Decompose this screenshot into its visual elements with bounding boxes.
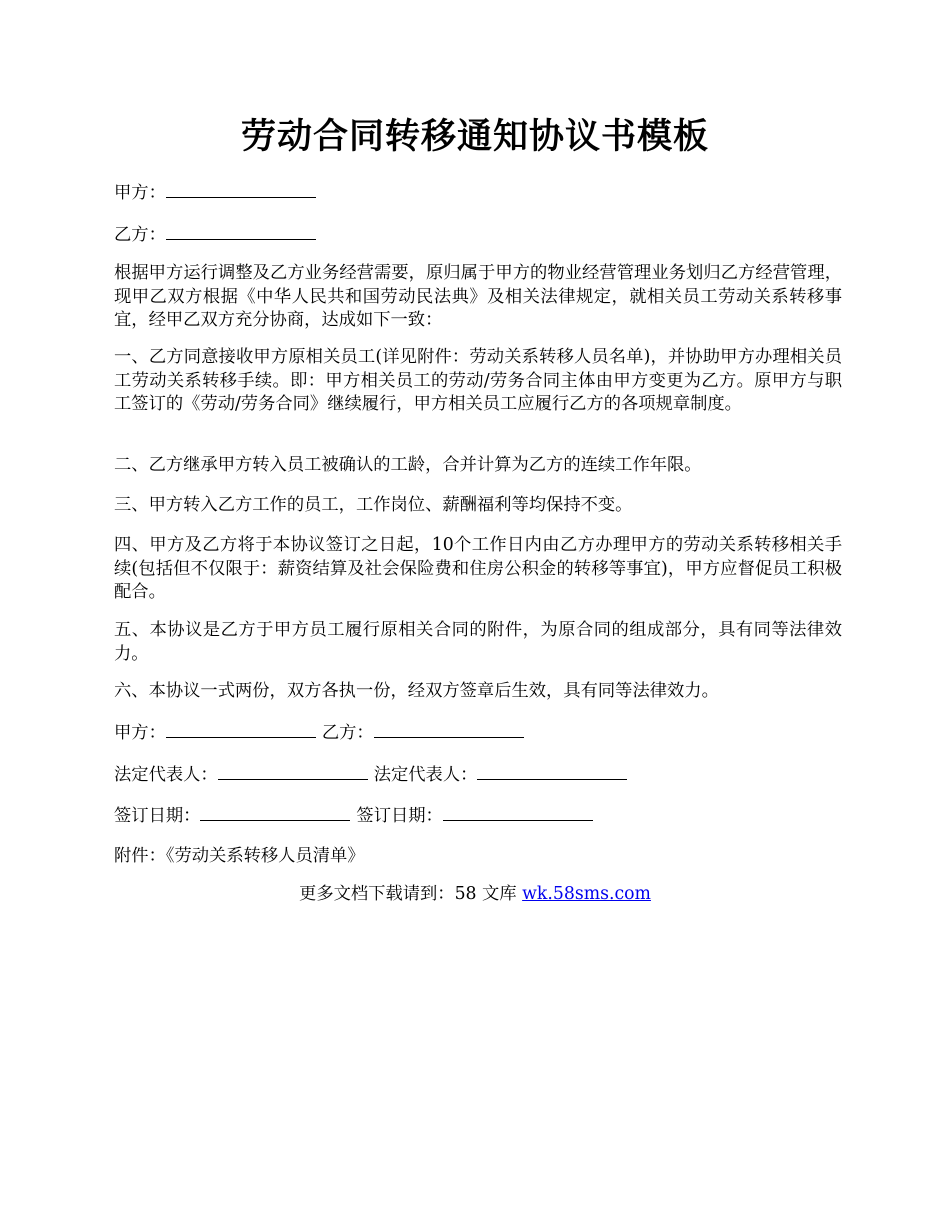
- clause-1: 一、乙方同意接收甲方原相关员工(详见附件：劳动关系转移人员名单)，并协助甲方办理相关员工劳动关系转移手续。即：甲方相关员工的劳动/劳务合同主体由甲方变更为乙方。原甲方与职工签订的《劳动/劳务合同》继续履行，甲方相关员工应履行乙方的各项规章制度。: [114, 347, 842, 414]
- clause-4: 四、甲方及乙方将于本协议签订之日起，10个工作日内由乙方办理甲方的劳动关系转移相关手续(包括但不仅限于：薪资结算及社会保险费和住房公积金的转移等事宜)，甲方应督促员工积极配合。: [114, 535, 842, 602]
- party-a-line: [114, 180, 842, 206]
- party-b-blank: [166, 222, 316, 240]
- intro-paragraph: 根据甲方运行调整及乙方业务经营需要，原归属于甲方的物业经营管理业务划归乙方经营管理，现甲乙双方根据《中华人民共和国劳动民法典》及相关法律规定，就相关员工劳动关系转移事宜，经甲乙双方充分协商，达成如下一致：: [114, 263, 842, 330]
- footer-link[interactable]: wk.58sms.com: [522, 884, 651, 904]
- date-a-blank: [200, 803, 350, 821]
- signature-date-row: [114, 803, 842, 829]
- signature-party-b-blank: [374, 720, 524, 738]
- party-b-label: 乙方：: [114, 225, 166, 245]
- clause-3: 三、甲方转入乙方工作的员工，工作岗位、薪酬福利等均保持不变。: [114, 495, 633, 515]
- party-b-line: [114, 222, 842, 248]
- rep-b-blank: [477, 762, 627, 780]
- rep-a-blank: [218, 762, 368, 780]
- document-title: 劳动合同转移通知协议书模板: [240, 116, 709, 157]
- clause-5: 五、本协议是乙方于甲方员工履行原相关合同的附件，为原合同的组成部分，具有同等法律效力。: [114, 620, 842, 664]
- date-a-label: 签订日期：: [114, 806, 201, 826]
- rep-b-label: 法定代表人：: [373, 765, 478, 785]
- date-b-blank: [443, 803, 593, 821]
- signature-party-a-label: 甲方：: [114, 723, 166, 743]
- rep-a-label: 法定代表人：: [114, 765, 218, 785]
- attachment-line: 附件：《劳动关系转移人员清单》: [114, 846, 365, 866]
- download-footer: [114, 882, 836, 906]
- date-b-label: 签订日期：: [356, 806, 443, 826]
- party-a-label: 甲方：: [114, 183, 166, 203]
- clause-2: 二、乙方继承甲方转入员工被确认的工龄，合并计算为乙方的连续工作年限。: [114, 455, 702, 475]
- signature-party-a-blank: [166, 720, 316, 738]
- signature-party-b-label: 乙方：: [321, 723, 374, 743]
- party-a-blank: [166, 180, 316, 198]
- clause-6: 六、本协议一式两份，双方各执一份，经双方签章后生效，具有同等法律效力。: [114, 681, 719, 701]
- footer-text: 更多文档下载请到：58 文库: [299, 884, 523, 904]
- signature-party-row: [114, 720, 842, 746]
- signature-rep-row: [114, 762, 842, 788]
